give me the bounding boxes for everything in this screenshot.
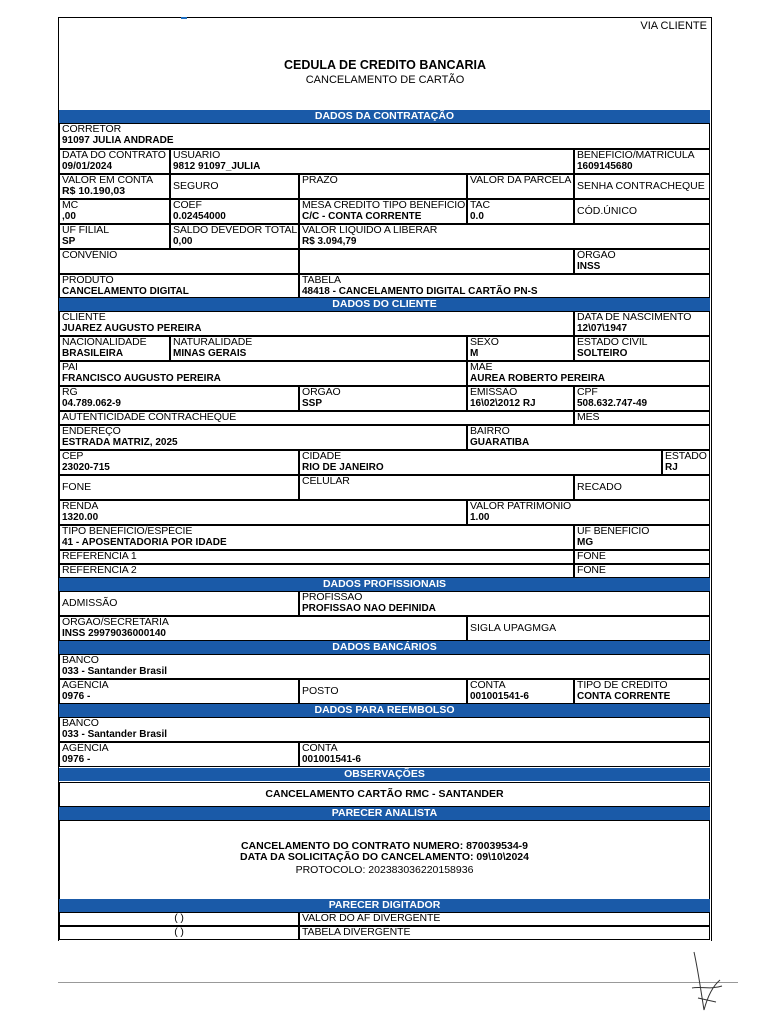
tac-cell: TAC 0.0 bbox=[467, 199, 574, 224]
uf-filial-cell: UF FILIAL SP bbox=[59, 224, 170, 249]
data-solicitacao: DATA DA SOLICITAÇÃO DO CANCELAMENTO: 09\10\2024 bbox=[240, 851, 529, 863]
tabela-cell: TABELA 48418 - CANCELAMENTO DIGITAL CARTÃO PN-S bbox=[299, 274, 710, 298]
estado-civil-cell: ESTADO CIVIL SOLTEIRO bbox=[574, 336, 710, 361]
checkbox-tabela-divergente[interactable]: ( ) bbox=[59, 926, 299, 940]
profissao-cell: PROFISSAO PROFISSAO NAO DEFINIDA bbox=[299, 591, 710, 616]
reembolso-conta-cell: CONTA 001001541-6 bbox=[299, 742, 710, 767]
emissao-cell: EMISSÃO 16\02\2012 RJ bbox=[467, 386, 574, 411]
corretor-cell: CORRETOR 91097 JULIA ANDRADE bbox=[59, 123, 710, 149]
document-title: CEDULA DE CREDITO BANCARIA bbox=[283, 58, 487, 72]
mc-cell: MC ,00 bbox=[59, 199, 170, 224]
pai-cell: PAI FRANCISCO AUGUSTO PEREIRA bbox=[59, 361, 467, 386]
credit-document bbox=[58, 17, 712, 941]
cep-cell: CEP 23020-715 bbox=[59, 450, 299, 475]
footer-line bbox=[58, 982, 738, 983]
renda-cell: RENDA 1320.00 bbox=[59, 500, 467, 525]
bairro-cell: BAIRRO GUARATIBA bbox=[467, 425, 710, 450]
nascimento-cell: DATA DE NASCIMENTO 12\07\1947 bbox=[574, 311, 710, 336]
corretor-value: 91097 JULIA ANDRADE bbox=[62, 135, 174, 146]
conta-cell: CONTA 001001541-6 bbox=[467, 679, 574, 704]
estado-cell: ESTADO RJ bbox=[662, 450, 710, 475]
referencia1-fone-cell: FONE bbox=[574, 550, 710, 564]
section-reembolso: DADOS PARA REEMBOLSO bbox=[59, 704, 710, 717]
observacoes-cell bbox=[59, 782, 710, 807]
valor-af-divergente-cell: VALOR DO AF DIVERGENTE bbox=[299, 912, 710, 926]
section-parecer-analista: PARECER ANALISTA bbox=[59, 807, 710, 820]
senha-cell: SENHA CONTRACHEQUE bbox=[574, 174, 710, 199]
nacionalidade-cell: NACIONALIDADE BRASILEIRA bbox=[59, 336, 170, 361]
section-cliente: DADOS DO CLIENTE bbox=[59, 298, 710, 311]
naturalidade-cell: NATURALIDADE MINAS GERAIS bbox=[170, 336, 467, 361]
orgao-emissor-cell: ORGAO SSP bbox=[299, 386, 467, 411]
blue-mark bbox=[181, 17, 187, 19]
saldo-cell: SALDO DEVEDOR TOTAL 0,00 bbox=[170, 224, 299, 249]
cidade-cell: CIDADE RIO DE JANEIRO bbox=[299, 450, 662, 475]
sexo-cell: SEXO M bbox=[467, 336, 574, 361]
reembolso-banco-cell: BANCO 033 - Santander Brasil bbox=[59, 717, 710, 742]
referencia2-fone-cell: FONE bbox=[574, 564, 710, 578]
section-parecer-digitador: PARECER DIGITADOR bbox=[59, 899, 710, 912]
cancelamento-numero: CANCELAMENTO DO CONTRATO NUMERO: 870039534-9 bbox=[240, 840, 529, 852]
section-bancarios: DADOS BANCÁRIOS bbox=[59, 641, 710, 654]
usuario-cell: USUARIO 9812 91097_JULIA bbox=[170, 149, 574, 174]
coef-cell: COEF 0.02454000 bbox=[170, 199, 299, 224]
valor-conta-cell: VALOR EM CONTA R$ 10.190,03 bbox=[59, 174, 170, 199]
data-contrato-cell: DATA DO CONTRATO 09/01/2024 bbox=[59, 149, 170, 174]
endereco-cell: ENDEREÇO ESTRADA MATRIZ, 2025 bbox=[59, 425, 467, 450]
cliente-cell: CLIENTE JUAREZ AUGUSTO PEREIRA bbox=[59, 311, 574, 336]
orgao-secretaria-cell: ORGAO/SECRETARIA INSS 29979036000140 bbox=[59, 616, 467, 641]
mesa-cell: MESA CREDITO TIPO BENEFICIO C/C - CONTA CORRENTE bbox=[299, 199, 467, 224]
mae-cell: MÃE AUREA ROBERTO PEREIRA bbox=[467, 361, 710, 386]
reembolso-agencia-cell: AGÊNCIA 0976 - bbox=[59, 742, 299, 767]
produto-cell: PRODUTO CANCELAMENTO DIGITAL bbox=[59, 274, 299, 298]
orgao-cell: ÓRGÃO INSS bbox=[574, 249, 710, 274]
banco-cell: BANCO 033 - Santander Brasil bbox=[59, 654, 710, 679]
fone-cell: FONE bbox=[59, 475, 299, 500]
valor-parcela-cell: VALOR DA PARCELA bbox=[467, 174, 574, 199]
tipo-beneficio-cell: TIPO BENEFICIO/ESPÉCIE 41 - APOSENTADORIA POR IDADE bbox=[59, 525, 574, 550]
section-profissionais: DADOS PROFISSIONAIS bbox=[59, 578, 710, 591]
tipo-credito-cell: TIPO DE CRÉDITO CONTA CORRENTE bbox=[574, 679, 710, 704]
rg-cell: RG 04.789.062-9 bbox=[59, 386, 299, 411]
recado-cell: RECADO bbox=[574, 475, 710, 500]
sigla-cell: SIGLA UPAGMGA bbox=[467, 616, 710, 641]
liquido-cell: VALOR LIQUIDO A LIBERAR R$ 3.094,79 bbox=[299, 224, 710, 249]
patrimonio-cell: VALOR PATRIMONIO 1.00 bbox=[467, 500, 710, 525]
signature-mark bbox=[686, 950, 726, 1015]
convenio-blank-cell bbox=[299, 249, 574, 274]
tabela-divergente-cell: TABELA DIVERGENTE bbox=[299, 926, 710, 940]
autenticidade-cell: AUTENTICIDADE CONTRACHEQUE bbox=[59, 411, 574, 425]
beneficio-cell: BENEFICIO/MATRICULA 1609145680 bbox=[574, 149, 710, 174]
celular-cell: CELULAR bbox=[299, 475, 574, 500]
agencia-cell: AGÊNCIA 0976 - bbox=[59, 679, 299, 704]
admissao-cell: ADMISSÃO bbox=[59, 591, 299, 616]
cod-unico-cell: CÓD.ÚNICO bbox=[574, 199, 710, 224]
uf-beneficio-cell: UF BENEFICIO MG bbox=[574, 525, 710, 550]
prazo-cell: PRAZO bbox=[299, 174, 467, 199]
protocolo: PROTOCOLO: 202383036220158936 bbox=[295, 864, 474, 876]
mes-cell: MES bbox=[574, 411, 710, 425]
observacoes-text: CANCELAMENTO CARTÃO RMC - SANTANDER bbox=[265, 788, 504, 800]
section-contratacao: DADOS DA CONTRATAÇÃO bbox=[59, 110, 710, 123]
referencia1-cell: REFERENCIA 1 bbox=[59, 550, 574, 564]
via-cliente: VIA CLIENTE bbox=[640, 20, 707, 32]
document-subtitle: CANCELAMENTO DE CARTÃO bbox=[305, 74, 465, 86]
convenio-cell: CONVÊNIO bbox=[59, 249, 299, 274]
posto-cell: POSTO bbox=[299, 679, 467, 704]
referencia2-cell: REFERENCIA 2 bbox=[59, 564, 574, 578]
checkbox-af-divergente[interactable]: ( ) bbox=[59, 912, 299, 926]
cpf-cell: CPF 508.632.747-49 bbox=[574, 386, 710, 411]
section-observacoes: OBSERVAÇÕES bbox=[59, 768, 710, 781]
seguro-cell: SEGURO bbox=[170, 174, 299, 199]
